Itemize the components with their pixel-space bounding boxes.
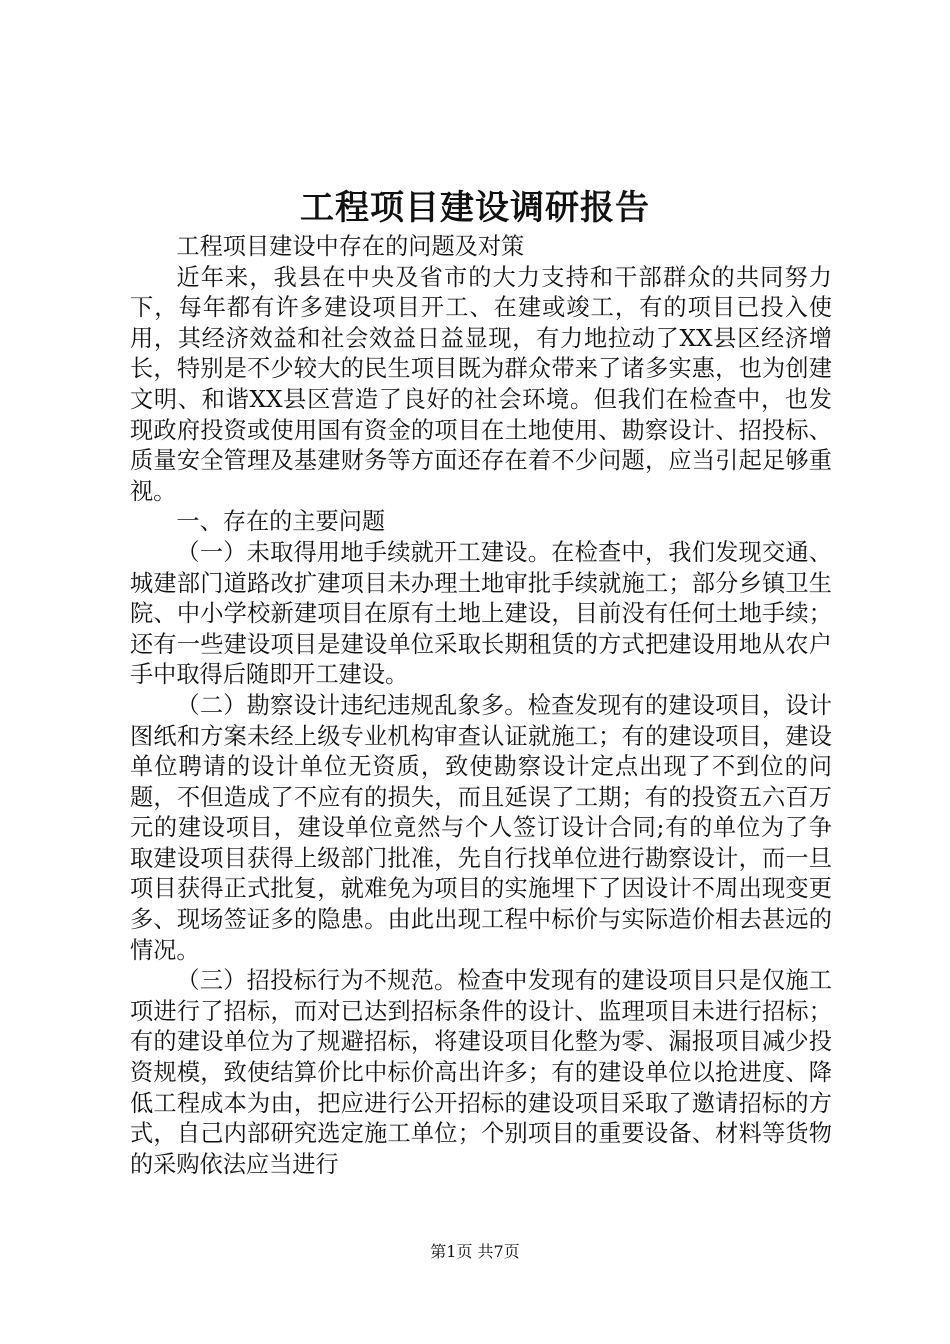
document-body xyxy=(130,232,832,1180)
page-number-footer: 第1页 共7页 xyxy=(430,1242,520,1261)
paragraph: （三）招投标行为不规范。检查中发现有的建设项目只是仅施工项进行了招标，而对已达到招标条件的设计、监理项目未进行招标；有的建设单位为了规避招标，将建设项目化整为零、漏报项目减少投资规模，致使结算价比中标价高出许多；有的建设单位以抢进度、降低工程成本为由，把应进行公开招标的建设项目采取了邀请招标的方式，自己内部研究选定施工单位；个别项目的重要设备、材料等货物的采购依法应当进行 xyxy=(130,967,832,1178)
paragraph: 近年来，我县在中央及省市的大力支持和干部群众的共同努力下，每年都有许多建设项目开工、在建或竣工，有的项目已投入使用，其经济效益和社会效益日益显现，有力地拉动了XX县区经济增长，特别是不少较大的民生项目既为群众带来了诸多实惠，也为创建文明、和谐XX县区营造了良好的社会环境。但我们在检查中，也发现政府投资或使用国有资金的项目在土地使用、勘察设计、招投标、质量安全管理及基建财务等方面还存在着不少问题，应当引起足够重视。 xyxy=(130,263,832,505)
document-title: 工程项目建设调研报告 xyxy=(300,188,650,228)
section-heading: 一、存在的主要问题 xyxy=(176,508,386,536)
section-heading: 工程项目建设中存在的问题及对策 xyxy=(176,233,525,260)
paragraph: （一）未取得用地手续就开工建设。在检查中，我们发现交通、城建部门道路改扩建项目未办理土地审批手续就施工；部分乡镇卫生院、中小学校新建项目在原有土地上建设，目前没有任何土地手续；还有一些建设项目是建设单位采取长期租赁的方式把建设用地从农户手中取得后随即开工建设。 xyxy=(130,538,832,689)
paragraph: （二）勘察设计违纪违规乱象多。检查发现有的建设项目，设计图纸和方案未经上级专业机构审查认证就施工；有的建设项目，建设单位聘请的设计单位无资质，致使勘察设计定点出现了不到位的问题，不但造成了不应有的损失，而且延误了工期；有的投资五六百万元的建设项目，建设单位竟然与个人签订设计合同;有的单位为了争取建设项目获得上级部门批准，先自行找单位进行勘察设计，而一旦项目获得正式批复，就难免为项目的实施埋下了因设计不周出现变更多、现场签证多的隐患。由此出现工程中标价与实际造价相去甚远的情况。 xyxy=(130,691,832,964)
